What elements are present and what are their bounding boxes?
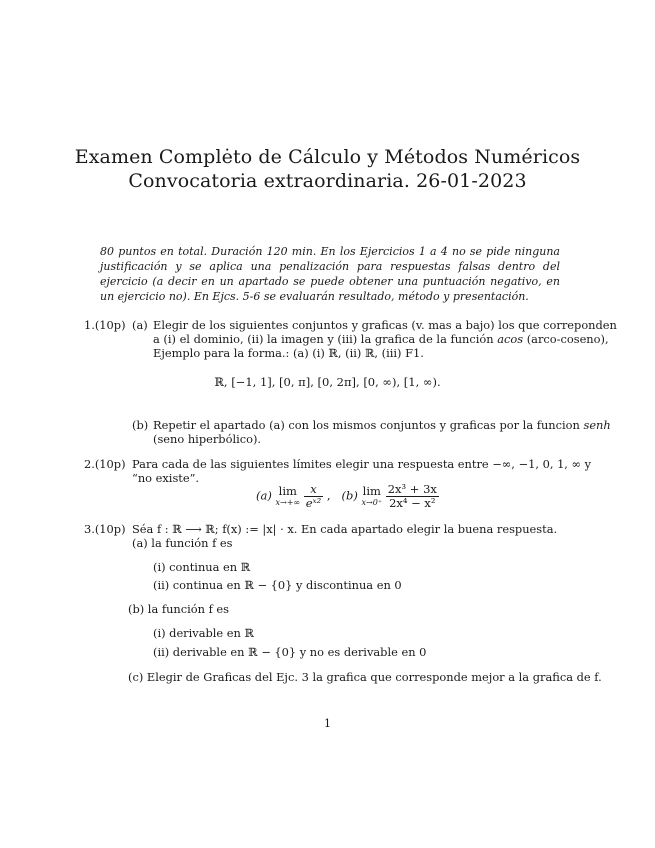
- page-number: 1: [324, 717, 331, 730]
- q1-b-line2: (seno hiperbólico).: [153, 432, 262, 446]
- q1-sets: ℝ, [−1, 1], [0, π], [0, 2π], [0, ∞), [1, ∞).: [214, 375, 441, 389]
- q1-a-function: acos: [497, 332, 524, 346]
- q3-number: 3.(10p): [84, 522, 126, 536]
- q3-b-option-i: (i) derivable en ℝ: [153, 626, 254, 640]
- q3-a-heading: (a) la función f es: [132, 536, 233, 550]
- q2-limits: [256, 483, 439, 510]
- q1-b-function: senh: [583, 418, 611, 432]
- q1-a-line2: [153, 332, 609, 347]
- exam-title: Examen Complėto de Cálculo y Métodos Numéricos: [74, 146, 581, 168]
- q1-a-example: Ejemplo para la forma.: (a) (i) ℝ, (ii) ℝ, (iii) F1.: [153, 346, 424, 360]
- q2-a-numerator: x: [304, 483, 324, 497]
- q3-line1: Séa f : ℝ ⟶ ℝ; f(x) := |x| · x. En cada apartado elegir la buena respuesta.: [132, 522, 558, 536]
- q3-a-option-i: (i) continua en ℝ: [153, 560, 251, 574]
- q2-b-numerator: 2x³ + 3x: [387, 482, 437, 496]
- q2-a-lim-word: lim: [278, 483, 297, 498]
- q1-a-line1: Elegir de los siguientes conjuntos y graficas (v. mas a bajo) los que correponden: [153, 318, 617, 332]
- q3-a-option-ii: (ii) continua en ℝ − {0} y discontinua en 0: [153, 578, 402, 592]
- q2-number: 2.(10p): [84, 457, 126, 471]
- q2-line1: Para cada de las siguientes límites elegir una respuesta entre −∞, −1, 0, 1, ∞ y: [132, 457, 592, 471]
- q2-b-label: (b): [341, 488, 358, 503]
- q1-number: 1.(10p): [84, 318, 126, 332]
- q2-a-label: (a): [256, 488, 272, 503]
- q2-a-denominator: eˣ²: [305, 496, 322, 510]
- q2-a-fraction: [304, 483, 324, 510]
- instructions-paragraph: 80 puntos en total. Duración 120 min. En los Ejercicios 1 a 4 no se pide ninguna justificación y se aplica una penalización para respuestas falsas dentro del ejercicio (a decir en un apartado se puede obtener una puntuación negativo, en un ejercicio no). En Ejcs. 5-6 se evaluarán resultado, método y presentación.: [100, 245, 560, 303]
- q3-b-heading: (b) la función f es: [128, 602, 230, 616]
- q2-separator: ,: [326, 488, 331, 503]
- q2-b-lim-word: lim: [362, 483, 381, 498]
- q2-line2: “no existe”.: [132, 471, 200, 485]
- q2-a-lim-sub: x→+∞: [275, 497, 301, 507]
- q1-b-line1: [153, 418, 611, 433]
- q2-b-lim-sub: x→0⁺: [361, 497, 383, 507]
- q2-b-limit: [361, 483, 383, 508]
- q3-b-option-ii: (ii) derivable en ℝ − {0} y no es derivable en 0: [153, 645, 427, 659]
- q1-b-label: (b): [132, 418, 149, 432]
- q1-a-line2-pre: a (i) el dominio, (ii) la imagen y (iii) la grafica de la función: [153, 332, 494, 346]
- q2-b-denominator: 2x⁴ − x²: [389, 496, 436, 510]
- q2-a-limit: [275, 483, 301, 508]
- exam-subtitle: Convocatoria extraordinaria. 26-01-2023: [128, 170, 527, 192]
- q2-b-fraction: [386, 483, 439, 510]
- q1-a-line2-post: (arco-coseno),: [526, 332, 609, 346]
- q1-a-label: (a): [132, 318, 148, 332]
- q1-b-line1-pre: Repetir el apartado (a) con los mismos conjuntos y graficas por la funcion: [153, 418, 580, 432]
- q3-c-question: (c) Elegir de Graficas del Ejc. 3 la grafica que corresponde mejor a la grafica de f.: [128, 670, 602, 684]
